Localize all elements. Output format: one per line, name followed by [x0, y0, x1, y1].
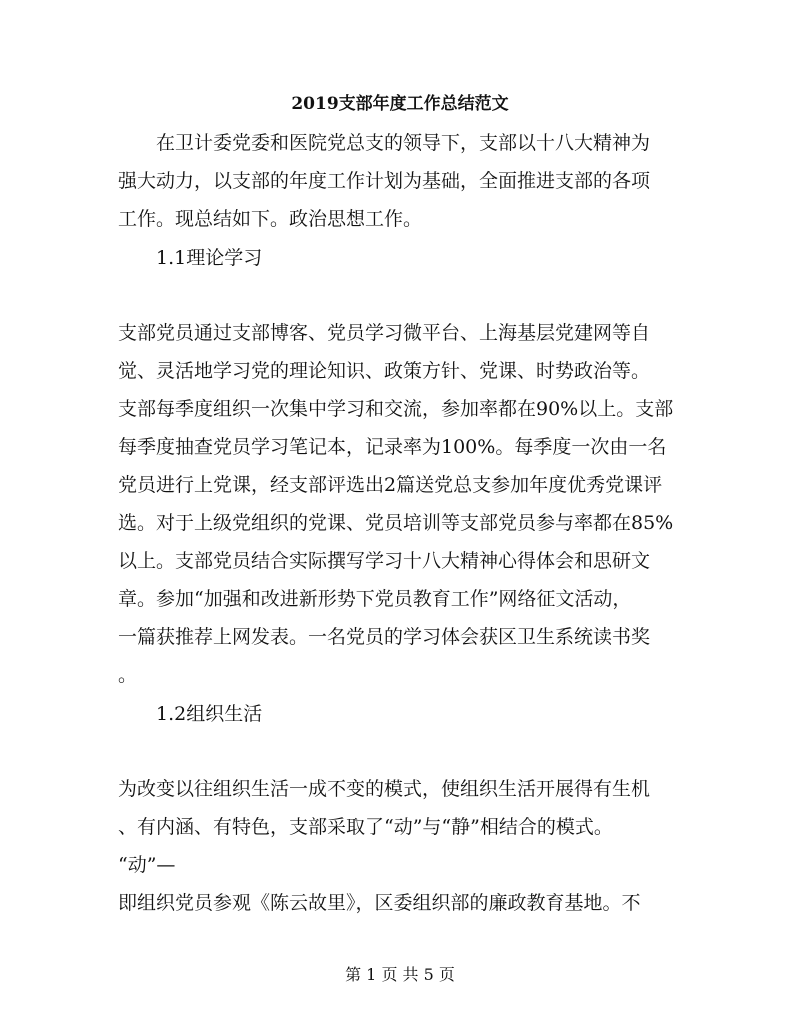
paragraph-line: 工作。现总结如下。政治思想工作。	[118, 208, 423, 230]
paragraph-line: 党员进行上党课，经支部评选出2篇送党总支参加年度优秀党课评	[118, 474, 663, 496]
paragraph-line: 强大动力，以支部的年度工作计划为基础，全面推进支部的各项	[118, 170, 651, 192]
paragraph-line: 为改变以往组织生活一成不变的模式，使组织生活开展得有生机	[118, 778, 651, 800]
section-heading: 1.1理论学习	[118, 247, 263, 269]
paragraph-line: 、有内涵、有特色，支部采取了“动”与“静”相结合的模式。	[118, 816, 613, 838]
paragraph-line: 在卫计委党委和医院党总支的领导下，支部以十八大精神为	[118, 132, 651, 154]
paragraph-line: 每季度抽查党员学习笔记本，记录率为100%。每季度一次由一名	[118, 436, 667, 458]
paragraph-line: “动”—	[118, 854, 176, 876]
section-heading: 1.2组织生活	[118, 703, 263, 725]
paragraph-line: 以上。支部党员结合实际撰写学习十八大精神心得体会和思研文	[118, 550, 651, 572]
paragraph-line: 支部每季度组织一次集中学习和交流，参加率都在90%以上。支部	[118, 398, 674, 420]
paragraph-line: 。	[118, 664, 138, 686]
document-title: 2019支部年度工作总结范文	[291, 94, 509, 114]
paragraph-line: 支部党员通过支部博客、党员学习微平台、上海基层党建网等自	[118, 322, 651, 344]
paragraph-line: 章。参加“加强和改进新形势下党员教育工作”网络征文活动，	[118, 588, 632, 610]
paragraph-line: 一篇获推荐上网发表。一名党员的学习体会获区卫生系统读书奖	[118, 626, 651, 648]
page-footer: 第 1 页 共 5 页	[345, 965, 455, 984]
paragraph-line: 选。对于上级党组织的党课、党员培训等支部党员参与率都在85%	[118, 512, 674, 534]
paragraph-line: 觉、灵活地学习党的理论知识、政策方针、党课、时势政治等。	[118, 360, 651, 382]
paragraph-line: 即组织党员参观《陈云故里》，区委组织部的廉政教育基地。不	[118, 892, 641, 914]
